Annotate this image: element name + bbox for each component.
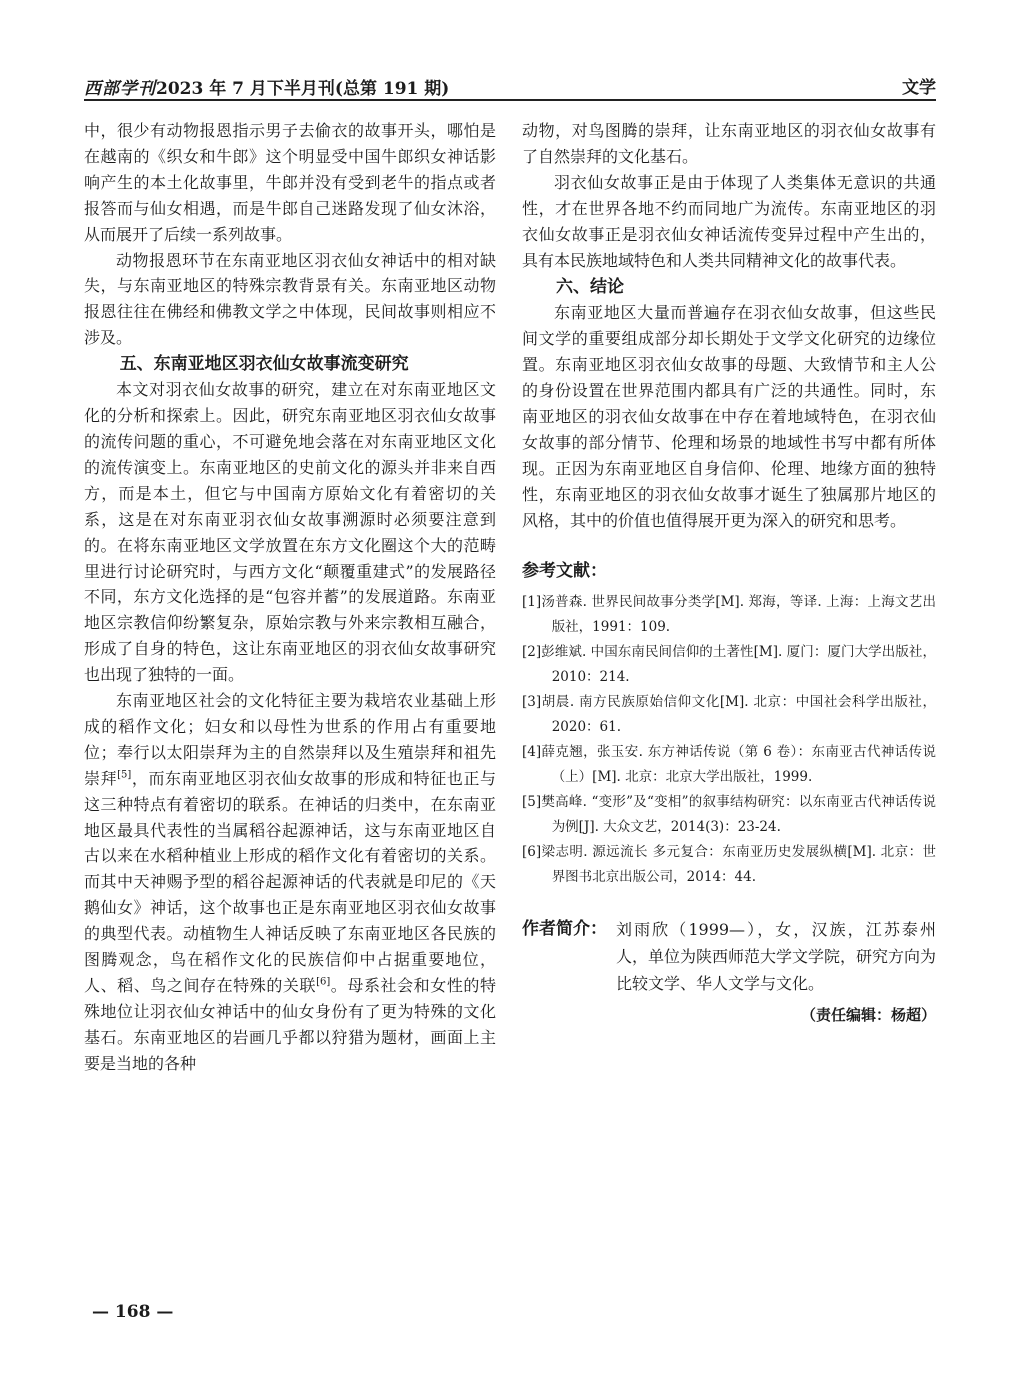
reference-item: [4]薛克翘，张玉安. 东方神话传说（第 6 卷）：东南亚古代神话传说（上）[M]. 北京：北京大学出版社，1999. — [522, 743, 936, 785]
paragraph-text: ，而东南亚地区羽衣仙女故事的形成和特征也正与这三种特点有着密切的联系。在神话的归类中，在东南亚地区最具代表性的当属稻谷起源神话，这与东南亚地区自古以来在水稻种植业上形成的稻作文化有着密切的关系。而其中天神赐予型的稻谷起源神话的代表就是印尼的《天鹅仙女》神话，这个故事也正是东南亚地区羽衣仙女故事的典型代表。动植物生人神话反映了东南亚地区各民族的图腾观念，鸟在稻作文化的民族信仰中占据重要地位，人、稻、鸟之间存在特殊的关联 — [84, 768, 496, 995]
reference-item: [6]梁志明. 源远流长 多元复合：东南亚历史发展纵横[M]. 北京：世界图书北京出版公司，2014：44. — [522, 843, 936, 885]
page-number: — 168 — — [92, 1302, 174, 1322]
reference-item: [1]汤普森. 世界民间故事分类学[M]. 郑海，等译. 上海：上海文艺出版社，1991：109. — [522, 593, 936, 635]
reference-item: [5]樊高峰. “变形”及“变相”的叙事结构研究：以东南亚古代神话传说为例[J]. 大众文艺，2014(3)：23-24. — [522, 793, 936, 835]
paragraph: 羽衣仙女故事正是由于体现了人类集体无意识的共通性，才在世界各地不约而同地广为流传。东南亚地区的羽衣仙女故事正是羽衣仙女神话流传变异过程中产生出的，具有本民族地域特色和人类共同精神文化的故事代表。 — [522, 172, 936, 270]
reference-item: [3]胡晨. 南方民族原始信仰文化[M]. 北京：中国社会科学出版社，2020：61. — [522, 693, 936, 735]
paragraph-text: 东南亚地区社会的文化特征主要为栽培农业基础上形成的稻作文化；妇女和以母性为世系的作用占有重要地位；奉行以太阳崇拜为主的自然崇拜以及生殖崇拜和祖先崇拜 — [84, 691, 496, 788]
paragraph-text: 。母系社会和女性的特殊地位让羽衣仙女神话中的仙女身份有了更为特殊的文化基石。东南亚地区的岩画几乎都以狩猎为题材，画面上主要是当地的各种 — [84, 976, 496, 1073]
journal-issue: 2023 年 7 月下半月刊(总第 191 期) — [156, 79, 450, 99]
paragraph: 本文对羽衣仙女故事的研究，建立在对东南亚地区文化的分析和探索上。因此，研究东南亚地区羽衣仙女故事的流传问题的重心，不可避免地会落在对东南亚地区文化的流传演变上。东南亚地区的史前文化的源头并非来自西方，而是本土，但它与中国南方原始文化有着密切的关系，这是在对东南亚羽衣仙女故事溯源时必须要注意到的。在将东南亚地区文学放置在东方文化圈这个大的范畴里进行讨论研究时，与西方文化“颠覆重建式”的发展路径不同，东方文化选择的是“包容并蓄”的发展道路。东南亚地区宗教信仰纷繁复杂，原始宗教与外来宗教相互融合，形成了自身的特色，这让东南亚地区的羽衣仙女故事研究也出现了独特的一面。 — [84, 380, 496, 685]
citation-marker: [5] — [117, 769, 132, 781]
running-header — [84, 70, 936, 100]
responsible-editor: （责任编辑：杨超） — [800, 1005, 936, 1024]
paragraph: 动物，对鸟图腾的崇拜，让东南亚地区的羽衣仙女故事有了自然崇拜的文化基石。 — [522, 121, 936, 166]
section-heading: 五、东南亚地区羽衣仙女故事流变研究 — [119, 354, 409, 375]
paragraph — [84, 688, 496, 1077]
citation-marker: [6] — [316, 976, 331, 988]
paragraph: 动物报恩环节在东南亚地区羽衣仙女神话中的相对缺失，与东南亚地区的特殊宗教背景有关。东南亚地区动物报恩往往在佛经和佛教文学之中体现，民间故事则相应不涉及。 — [84, 250, 496, 348]
journal-brand: 西部学刊 — [84, 79, 156, 99]
section-label: 文学 — [902, 78, 936, 98]
author-bio-text: 刘雨欣（1999—），女，汉族，江苏泰州人，单位为陕西师范大学文学院，研究方向为比较文学、华人文学与文化。 — [616, 919, 937, 993]
reference-item: [2]彭维斌. 中国东南民间信仰的土著性[M]. 厦门：厦门大学出版社，2010：214. — [522, 643, 936, 685]
section-heading: 六、结论 — [556, 277, 624, 298]
left-column — [84, 118, 496, 1077]
references-title: 参考文献： — [522, 560, 607, 581]
paragraph: 中，很少有动物报恩指示男子去偷衣的故事开头，哪怕是在越南的《织女和牛郎》这个明显受中国牛郎织女神话影响产生的本土化故事里，牛郎并没有受到老牛的指点或者报答而与仙女相遇，而是牛郎自己迷路发现了仙女沐浴，从而展开了后续一系列故事。 — [84, 121, 496, 244]
author-bio — [522, 916, 936, 997]
journal-title — [84, 74, 449, 99]
right-column — [522, 118, 936, 1029]
reference-list — [522, 590, 936, 890]
header-rule — [84, 99, 936, 101]
author-bio-label: 作者简介： — [522, 918, 607, 939]
paragraph: 东南亚地区大量而普遍存在羽衣仙女故事，但这些民间文学的重要组成部分却长期处于文学文化研究的边缘位置。东南亚地区羽衣仙女故事的母题、大致情节和主人公的身份设置在世界范围内都具有广泛的共通性。同时，东南亚地区的羽衣仙女故事在中存在着地域特色，在羽衣仙女故事的部分情节、伦理和场景的地域性书写中都有所体现。正因为东南亚地区自身信仰、伦理、地缘方面的独特性，东南亚地区的羽衣仙女故事才诞生了独属那片地区的风格，其中的价值也值得展开更为深入的研究和思考。 — [522, 303, 936, 530]
